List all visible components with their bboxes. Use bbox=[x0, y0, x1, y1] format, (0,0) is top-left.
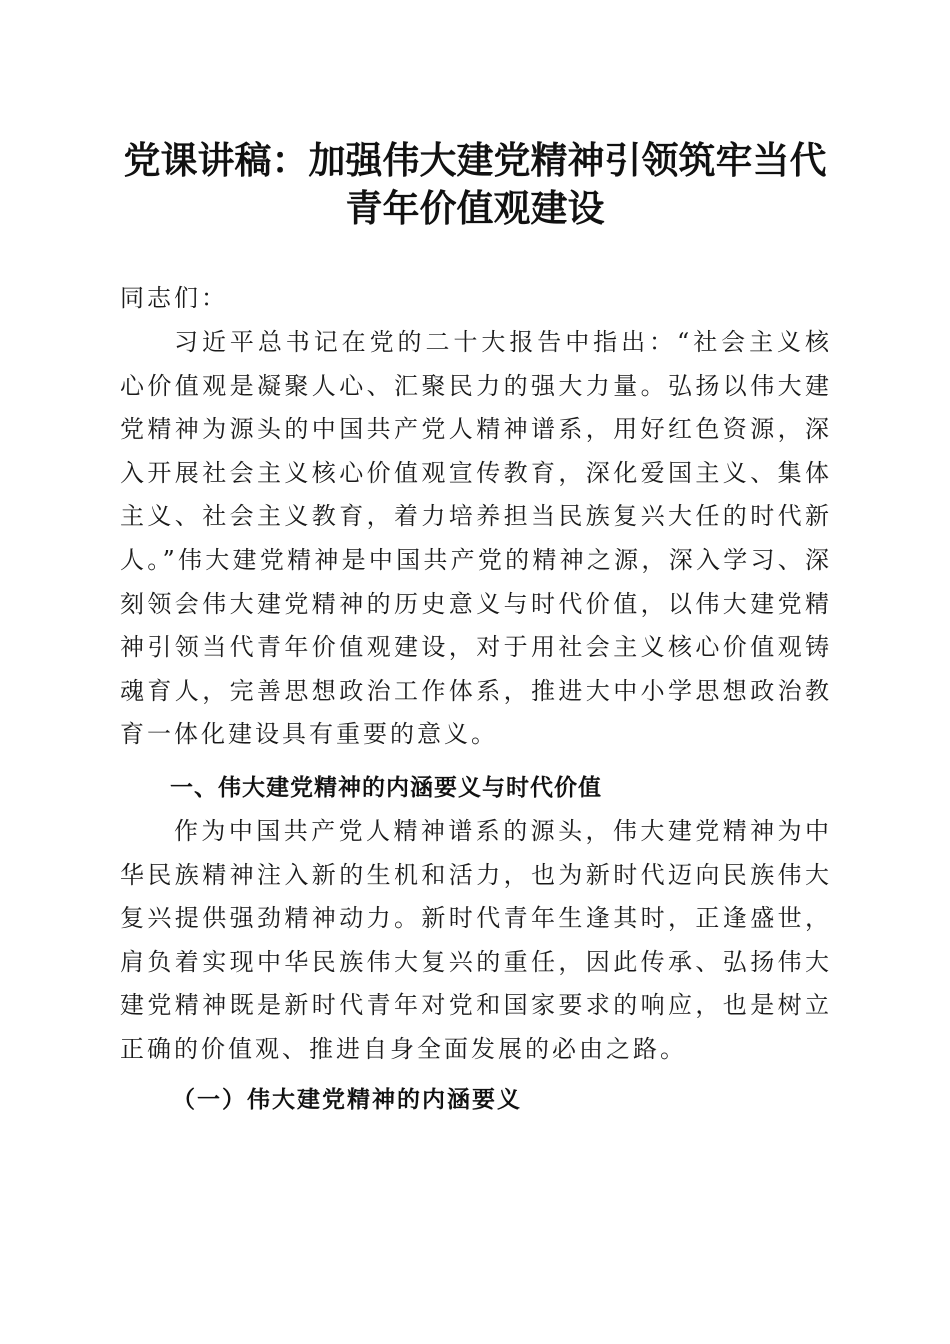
paragraph-intro: 习近平总书记在党的二十大报告中指出：“社会主义核心价值观是凝聚人心、汇聚民力的强大力量。弘扬以伟大建党精神为源头的中国共产党人精神谱系，用好红色资源，深入开展社会主义核心价值观宣传教育，深化爱国主义、集体主义、社会主义教育，着力培养担当民族复兴大任的时代新人。”伟大建党精神是中国共产党的精神之源，深入学习、深刻领会伟大建党精神的历史意义与时代价值，以伟大建党精神引领当代青年价值观建设，对于用社会主义核心价值观铸魂育人，完善思想政治工作体系，推进大中小学思想政治教育一体化建设具有重要的意义。 bbox=[120, 328, 832, 749]
document-title: 党课讲稿：加强伟大建党精神引领筑牢当代青年价值观建设 bbox=[123, 138, 827, 230]
paragraph-section-1: 作为中国共产党人精神谱系的源头，伟大建党精神为中华民族精神注入新的生机和活力，也为新时代迈向民族伟大复兴提供强劲精神动力。新时代青年生逢其时，正逢盛世，肩负着实现中华民族伟大复兴的重任，因此传承、弘扬伟大建党精神既是新时代青年对党和国家要求的响应，也是树立正确的价值观、推进自身全面发展的必由之路。 bbox=[120, 817, 832, 1063]
subsection-heading-1: （一）伟大建党精神的内涵要义 bbox=[172, 1086, 522, 1113]
section-heading-1: 一、伟大建党精神的内涵要义与时代价值 bbox=[170, 775, 602, 801]
greeting: 同志们： bbox=[120, 284, 228, 312]
